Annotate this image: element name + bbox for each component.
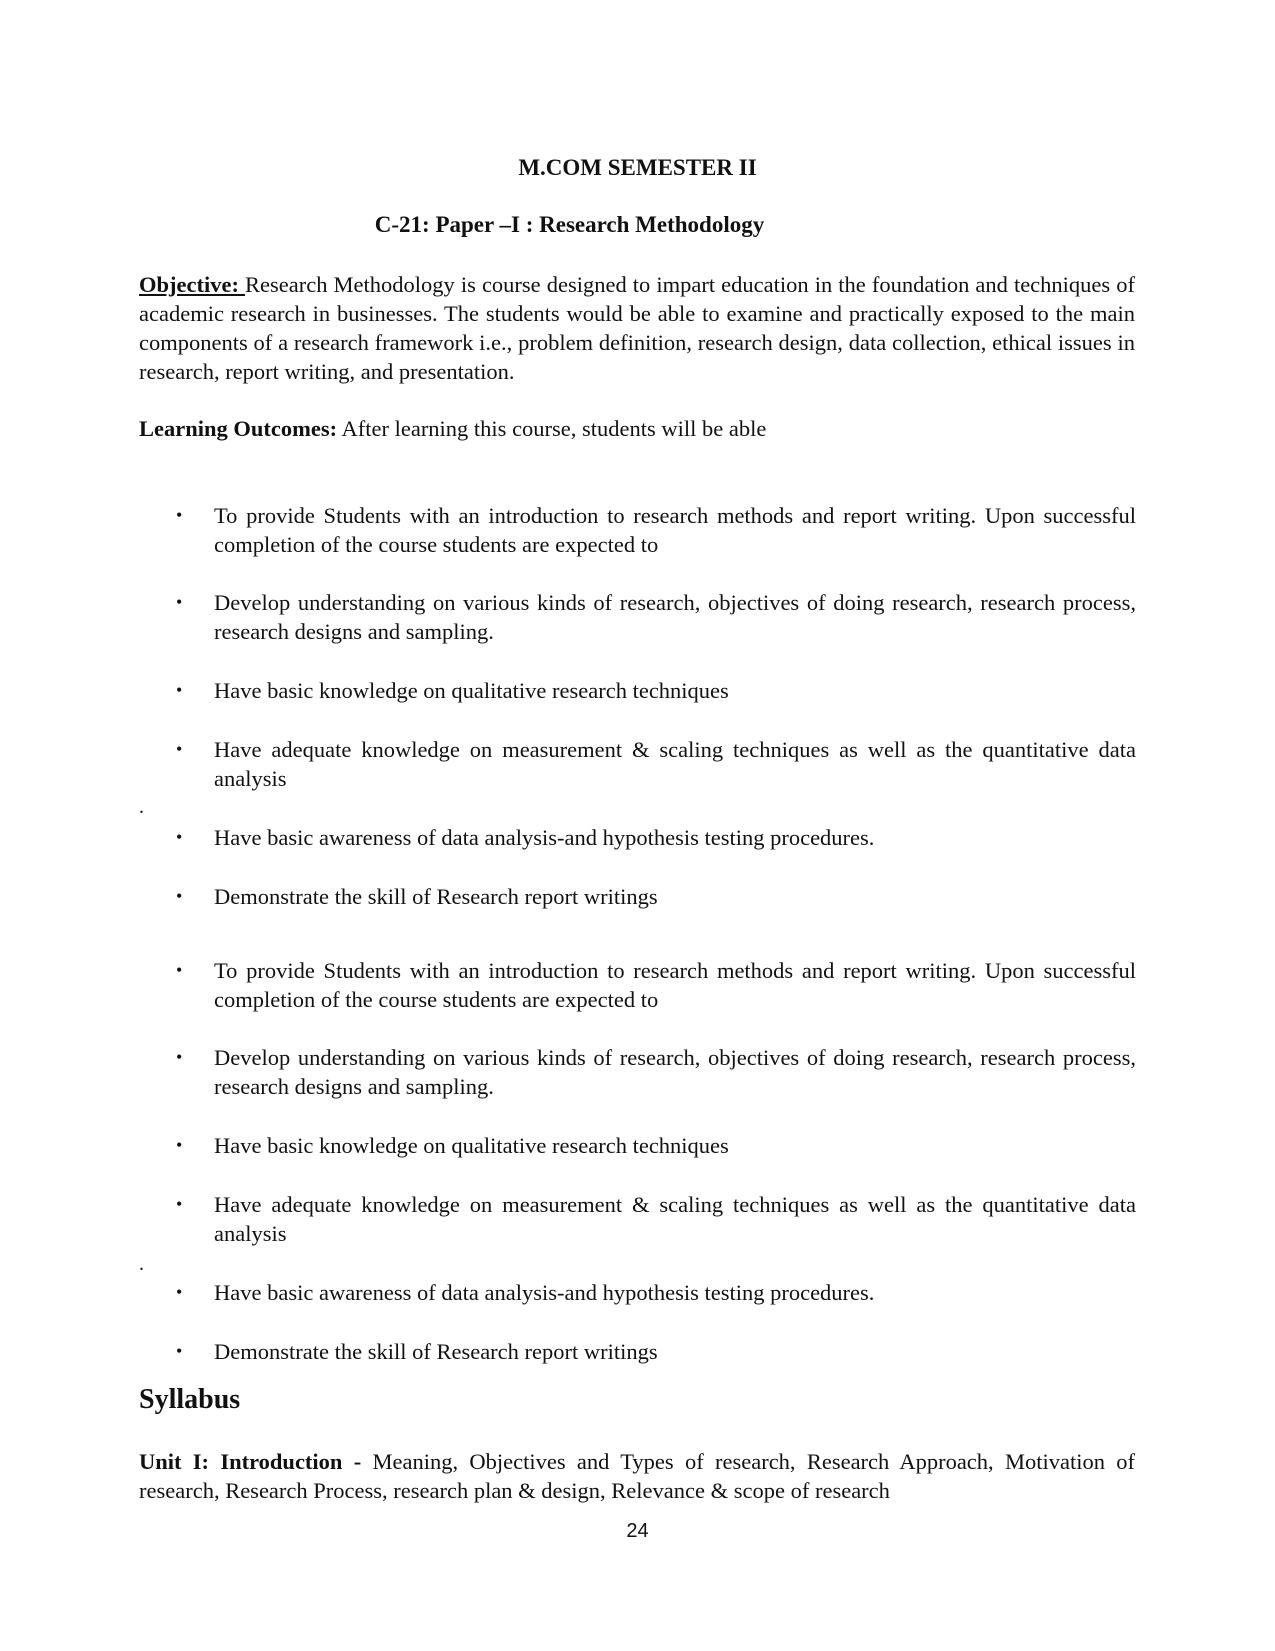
bullet-icon: • (176, 505, 183, 525)
bullet-icon: • (176, 960, 183, 980)
learning-outcomes-text: After learning this course, students will be able (337, 416, 767, 441)
paper-title: C-21: Paper –I : Research Methodology (374, 212, 765, 237)
list-item-text: Demonstrate the skill of Research report writings (214, 884, 658, 909)
learning-outcomes-paragraph (139, 414, 1135, 443)
list-item-text: Have adequate knowledge on measurement & scaling techniques as well as the quantitative data analysis (214, 737, 1136, 791)
bullet-icon: • (176, 680, 183, 700)
bullet-icon: • (176, 592, 183, 612)
list-item-text: Have basic knowledge on qualitative research techniques (214, 1133, 729, 1158)
bullet-icon: • (176, 1282, 183, 1302)
bullet-icon: • (176, 739, 183, 759)
list-item-text: Develop understanding on various kinds of research, objectives of doing research, research process, research designs and sampling. (214, 590, 1136, 644)
list-item-text: Demonstrate the skill of Research report writings (214, 1339, 658, 1364)
unit-1-label: Unit I: Introduction - (139, 1449, 362, 1474)
list-item-text: Develop understanding on various kinds of research, objectives of doing research, research process, research designs and sampling. (214, 1045, 1136, 1099)
list-item-text: To provide Students with an introduction to research methods and report writing. Upon successful completion of the course students are expected to (214, 503, 1136, 557)
syllabus-heading: Syllabus (139, 1384, 241, 1415)
objective-label: Objective: (139, 272, 246, 297)
bullet-icon: • (176, 827, 183, 847)
objective-paragraph (139, 270, 1135, 386)
list-item-text: To provide Students with an introduction to research methods and report writing. Upon successful completion of the course students are expected to (214, 958, 1136, 1012)
list-item-text: Have basic awareness of data analysis-and hypothesis testing procedures. (214, 1280, 875, 1305)
learning-outcomes-label: Learning Outcomes: (139, 416, 338, 441)
stray-period: . (139, 1253, 144, 1275)
semester-title: M.COM SEMESTER II (518, 155, 757, 180)
bullet-icon: • (176, 1194, 183, 1214)
unit-1-paragraph (139, 1447, 1135, 1505)
list-item-text: Have adequate knowledge on measurement & scaling techniques as well as the quantitative data analysis (214, 1192, 1136, 1246)
bullet-icon: • (176, 1341, 183, 1361)
stray-period: . (139, 796, 144, 818)
bullet-icon: • (176, 886, 183, 906)
list-item-text: Have basic awareness of data analysis-and hypothesis testing procedures. (214, 825, 875, 850)
unit-1-text: Meaning, Objectives and Types of research, Research Approach, Motivation of research, Research Process, research plan & design, Relevance & scope of research (139, 1449, 1135, 1503)
bullet-icon: • (176, 1047, 183, 1067)
page-number: 24 (626, 1520, 649, 1542)
objective-text: Research Methodology is course designed to impart education in the foundation and techniques of academic research in businesses. The students would be able to examine and practically exposed to the main components of a research framework i.e., problem definition, research design, data collection, ethical issues in research, report writing, and presentation. (139, 272, 1135, 384)
bullet-icon: • (176, 1135, 183, 1155)
list-item-text: Have basic knowledge on qualitative research techniques (214, 678, 729, 703)
